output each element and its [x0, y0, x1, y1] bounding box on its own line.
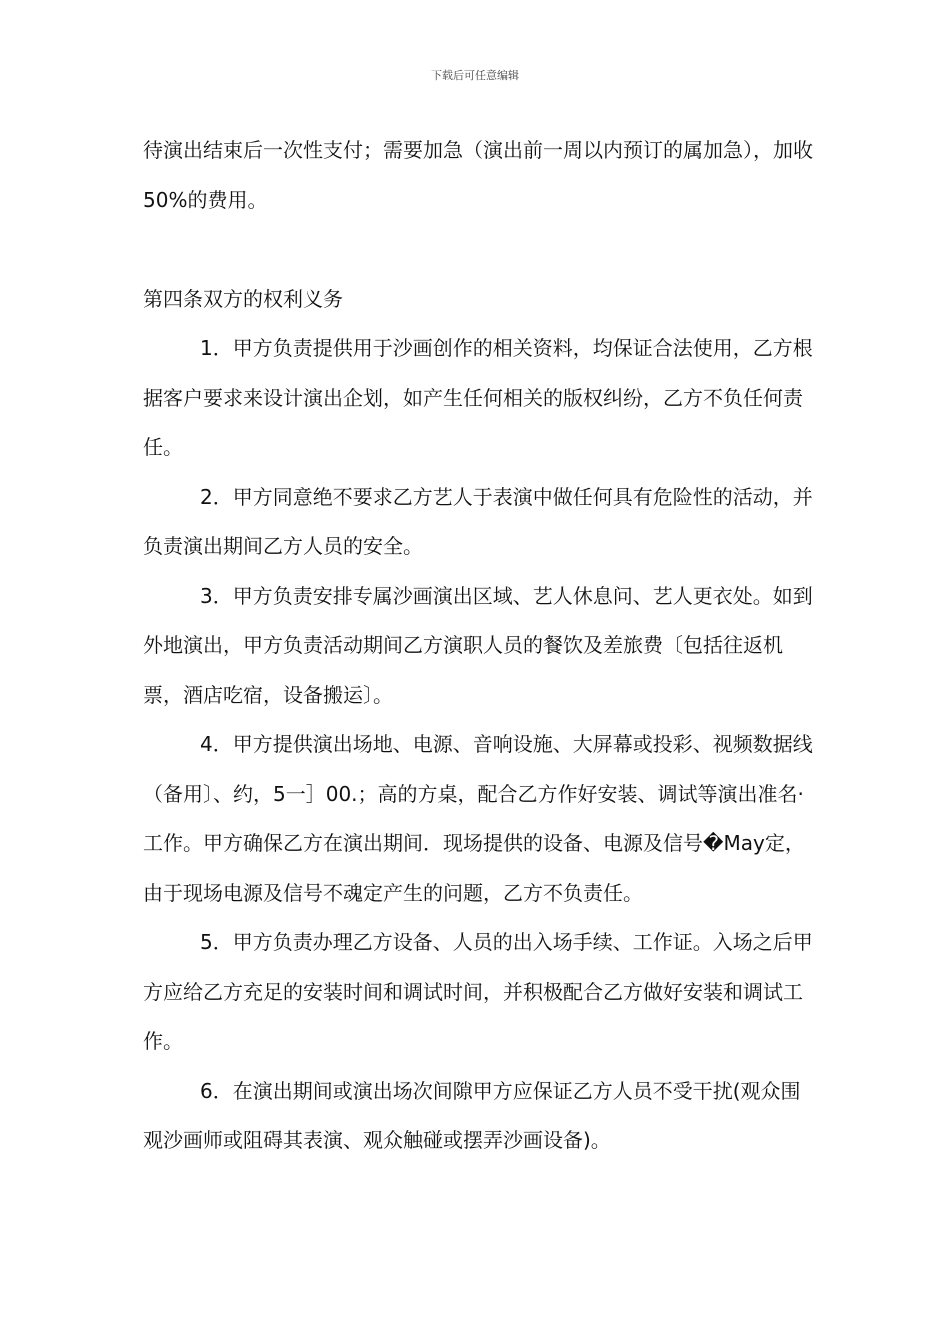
clause-item-2: 2．甲方同意绝不要求乙方艺人于表演中做任何具有危险性的活动，并负责演出期间乙方人员的安全。: [143, 484, 813, 558]
document-body: [143, 126, 813, 1166]
clause-item-6: 6．在演出期间或演出场次间隙甲方应保证乙方人员不受干扰(观众围观沙画师或阻碍其表演、观众触碰或摆弄沙画设备)。: [143, 1078, 801, 1152]
clause-item-4: 4．甲方提供演出场地、电源、音响设施、大屏幕或投彩、视频数据线（备用〕、约，5一］00.；高的方桌，配合乙方作好安装、调试等演出准名·工作。甲方确保乙方在演出期间．现场提供的设备、电源及信号�May定，由于现场电源及信号不魂定产生的问题，乙方不负责任。: [143, 732, 813, 905]
clause-item-3: 3．甲方负责安排专属沙画演出区域、艺人休息问、艺人更衣处。如到外地演出，甲方负责活动期间乙方演职人员的餐饮及差旅费〔包括往返机票，酒店吃宿，设备搬运〕。: [143, 583, 813, 707]
clause-item-1: 1．甲方负责提供用于沙画创作的相关资料，均保证合法使用，乙方根据客户要求来设计演出企划，如产生任何相关的版权纠纷，乙方不负任何责任。: [143, 336, 813, 459]
paragraph-payment: 待演出结束后一次性支付；需要加急（演出前一周以内预订的属加急），加收50%的费用。: [143, 138, 813, 212]
clause-item-5: 5．甲方负责办理乙方设备、人员的出入场手续、工作证。入场之后甲方应给乙方充足的安装时间和调试时间，并积极配合乙方做好安装和调试工作。: [143, 930, 813, 1053]
paragraph-gap: [143, 225, 813, 275]
section-heading: 第四条双方的权利义务: [143, 286, 343, 311]
page-header: 下载后可任意编辑: [431, 69, 519, 82]
